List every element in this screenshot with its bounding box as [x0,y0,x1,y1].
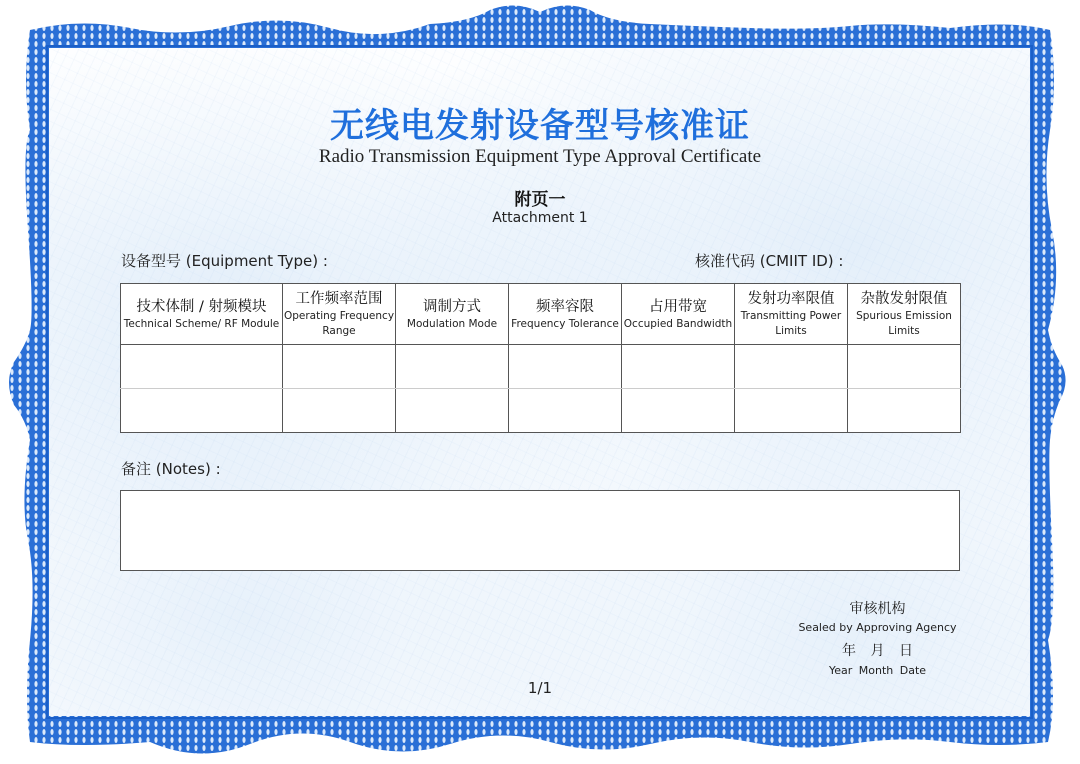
column-header-operating-frequency: 工作频率范围 Operating Frequency Range [283,284,396,345]
notes-label: 备注 (Notes) : [121,460,221,478]
table-cell [509,389,622,433]
table-cell [622,345,735,389]
column-header-occupied-bandwidth: 占用带宽 Occupied Bandwidth [622,284,735,345]
table-row [121,389,961,433]
column-header-modulation-mode: 调制方式 Modulation Mode [396,284,509,345]
table-cell [735,389,848,433]
column-header-technical-scheme: 技术体制 / 射频模块 Technical Scheme/ RF Module [121,284,283,345]
table-header-row [121,284,961,345]
technical-spec-table [120,283,961,433]
certificate-title-en: Radio Transmission Equipment Type Approval Certificate [318,146,762,167]
table-cell [735,345,848,389]
table-row [121,345,961,389]
table-cell [121,345,283,389]
table-cell [283,345,396,389]
page-number: 1/1 [527,679,553,697]
table-cell [622,389,735,433]
column-header-spurious-limits: 杂散发射限值 Spurious Emission Limits [848,284,961,345]
column-header-power-limits: 发射功率限值 Transmitting Power Limits [735,284,848,345]
equipment-type-label: 设备型号 (Equipment Type) : [121,252,328,270]
notes-box [120,490,960,571]
table-cell [396,345,509,389]
date-label-cn: 年 月 日 [842,643,913,659]
table-cell [848,345,961,389]
date-label-en: Year Month Date [828,664,927,677]
table-cell [121,389,283,433]
certificate-title-cn: 无线电发射设备型号核准证 [330,106,750,146]
attachment-title-cn: 附页一 [514,190,566,210]
cmiit-id-label: 核准代码 (CMIIT ID) : [695,252,844,270]
approving-agency-label-cn: 审核机构 [849,601,906,617]
table-cell [396,389,509,433]
table-cell [283,389,396,433]
approving-agency-label-en: Sealed by Approving Agency [798,621,957,634]
table-cell [509,345,622,389]
table-cell [848,389,961,433]
attachment-title-en: Attachment 1 [492,210,588,226]
column-header-frequency-tolerance: 频率容限 Frequency Tolerance [509,284,622,345]
